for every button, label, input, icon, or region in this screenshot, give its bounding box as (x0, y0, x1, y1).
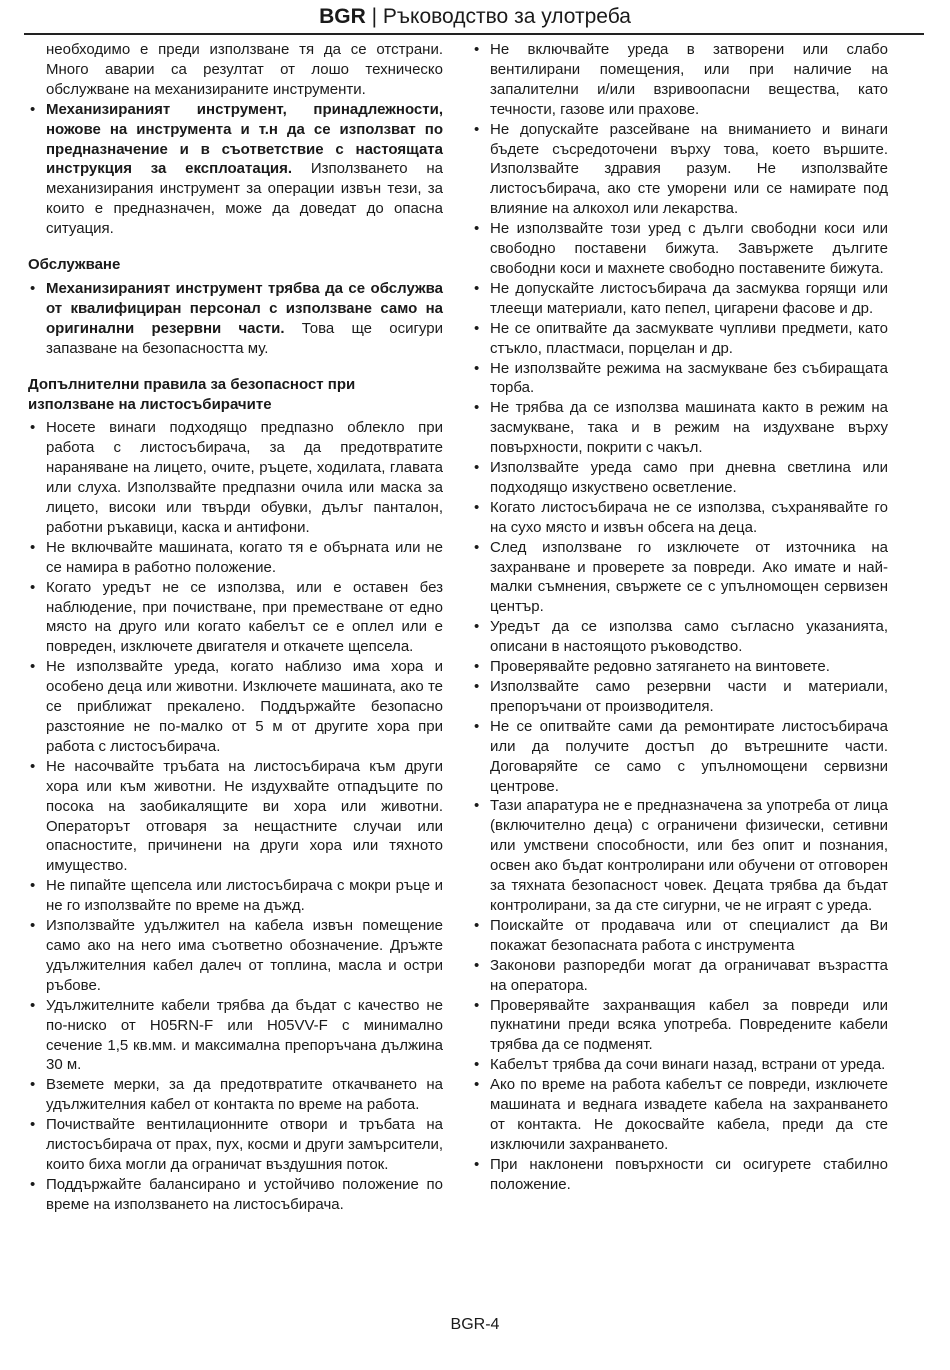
page-number: BGR-4 (450, 1316, 500, 1333)
bold-text: Механизираният инструмент, принадлежности, ножове на инструмента и т.н да се използват по предназначение и в съответствие с настоящата инструкция за експлоатация. (46, 100, 443, 178)
body-text: Това ще осигури запазване на безопасността му. (46, 319, 443, 357)
list-item: • Когато уредът не се използва, или е оставен без наблюдение, при почистване, при преместване от едно място на друго или когато кабелът се е оплел или е повреден, изключете двигателя и откачете щепсела. (28, 578, 443, 658)
section-heading-rules: Допълнителни правила за безопасност при използване на листосъбирачите (28, 375, 356, 413)
list-item: • Не допускайте листосъбирача да засмуква горящи или тлеещи материали, като пепел, цигарени фасове и др. (472, 279, 888, 319)
list-item: • Използвайте удължител на кабела извън помещение само ако на него има съответно обозначение. Дръжте удължителния кабел далеч от топлина, масла и остри ръбове. (28, 916, 443, 996)
bold-text: Механизираният инструмент трябва да се обслужва от квалифициран персонал с използване само на оригинални резервни части. (46, 279, 443, 337)
service-list (28, 279, 443, 359)
list-item: • Не използвайте режима на засмукване без събиращата торба. (472, 359, 888, 399)
list-item: • Кабелът трябва да сочи винаги назад, встрани от уреда. (472, 1055, 888, 1075)
right-column (472, 40, 888, 1195)
header-brand: BGR (319, 5, 366, 28)
list-item: • Не използвайте този уред с дълги свободни коси или свободно поставени бижута. Завържете дългите свободни коси и махнете свободно поставените бижута. (472, 219, 888, 279)
list-item: • Не включвайте машината, когато тя е обърната или не се намира в работно положение. (28, 538, 443, 578)
safety-rules-list-left (28, 418, 443, 1214)
list-item: • Проверявайте редовно затягането на винтовете. (472, 657, 888, 677)
list-item: • Уредът да се използва само съгласно указанията, описани в настоящото ръководство. (472, 617, 888, 657)
body-text: Използването на механизирания инструмент за операции извън тези, за които е предназначен, може да доведат до опасна ситуация. (46, 160, 443, 238)
list-item (28, 279, 443, 359)
list-item: • Почиствайте вентилационните отвори и тръбата на листосъбирача от прах, пух, косми и други замърсители, които биха могли да ограничат въздушния поток. (28, 1115, 443, 1175)
list-item: • Законови разпоредби могат да ограничават възрастта на оператора. (472, 956, 888, 996)
list-item (28, 100, 443, 239)
list-item: • Не насочвайте тръбата на листосъбирача към други хора или към животни. Не издухвайте отпадъците по посока на заобикалящите ви хора или животни. Операторът отговаря за нещастните случаи или опасностите, причинени на други хора или тяхното имущество. (28, 757, 443, 876)
list-item: • Не трябва да се използва машината както в режим на засмукване, така и в режим на издухване върху повърхности, покрити с чакъл. (472, 398, 888, 458)
header-title: Ръководство за улотреба (382, 5, 631, 28)
list-item: • Използвайте уреда само при дневна светлина или подходящо изкуствено осветление. (472, 458, 888, 498)
list-item: • Поискайте от продавача или от специалист да Ви покажат безопасната работа с инструмента (472, 916, 888, 956)
list-item: • Не допускайте разсейване на вниманието и винаги бъдете съсредоточени върху това, което вършите. Използвайте здравия разум. Не използвайте листосъбирача, ако сте уморени или се намирате под влияние на алкохол или лекарства. (472, 120, 888, 220)
list-item: • Поддържайте балансирано и устойчиво положение по време на използването на листосъбирача. (28, 1175, 443, 1215)
list-item: • Когато листосъбирача не се използва, съхранявайте го на сухо място и извън обсега на деца. (472, 498, 888, 538)
list-item: • Не се опитвайте сами да ремонтирате листосъбирача или да получите достъп до вътрешните части. Договаряйте се само с упълномощени сервизни центрове. (472, 717, 888, 797)
list-item: • Не използвайте уреда, когато наблизо има хора и особено деца или животни. Изключете машината, ако те се приближат прекалено. Поддържайте безопасно разстояние не по-малко от 5 м от другите хора при работа с листосъбирача. (28, 657, 443, 757)
left-intro-list (28, 100, 443, 239)
section-heading-service: Обслужване (28, 256, 121, 274)
page-header (0, 4, 950, 30)
list-item: • Проверявайте захранващия кабел за повреди или пукнатини преди всяка употреба. Повредените кабели трябва да се подменят. (472, 996, 888, 1056)
list-item: • Използвайте само резервни части и материали, препоръчани от производителя. (472, 677, 888, 717)
list-item: • След използване го изключете от източника на захранване и проверете за повреди. Ако имате и най-малки съмнения, свържете се с упълномощен сервизен център. (472, 538, 888, 618)
list-item: • Ако по време на работа кабелът се повреди, изключете машината и веднага извадете кабела на захранването от контакта. Не докосвайте кабела, преди да сте изключили захранването. (472, 1075, 888, 1155)
header-separator: | (371, 5, 378, 28)
safety-rules-list-right (472, 40, 888, 1195)
list-item: • Не се опитвайте да засмуквате чупливи предмети, като стъкло, пластмаси, порцелан и др. (472, 319, 888, 359)
list-item: • Удължителните кабели трябва да бъдат с качество не по-ниско от H05RN-F или H05VV-F с минимално сечение 1,5 кв.мм. и максимална препоръчана дължина 30 м. (28, 996, 443, 1076)
list-item: • Не включвайте уреда в затворени или слабо вентилирани помещения, или при наличие на запалителни и/или взривоопасни вещества, като течности, газове или прахове. (472, 40, 888, 120)
list-item: • Вземете мерки, за да предотвратите откачването на удължителния кабел от контакта по време на работа. (28, 1075, 443, 1115)
left-column (28, 40, 443, 1215)
header-rule (24, 33, 924, 35)
intro-paragraph: необходимо е преди използване тя да се отстрани. Много аварии са резултат от лошо техническо обслужване на механизираните инструменти. (46, 41, 443, 98)
list-item: • Не пипайте щепсела или листосъбирача с мокри ръце и не го използвайте по време на дъжд. (28, 876, 443, 916)
list-item: • Тази апаратура не е предназначена за употреба от лица (включително деца) с ограничени физически, сетивни или умствени способности, или без опит и познания, освен ако бъдат контролирани или обучени от отговорен за тяхната безопасност човек. Децата трябва да бъдат контролирани, за да сте сигурни, че не играят с уреда. (472, 796, 888, 915)
list-item: • Носете винаги подходящо предпазно облекло при работа с листосъбирача, за да предотвратите нараняване на лицето, очите, ръцете, ходилата, главата или слуха. Използвайте предпазни очила или маска за лицето, високи или твърди обувки, дълъг панталон, работни ръкавици, каска и антифони. (28, 418, 443, 537)
list-item: • При наклонени повърхности си осигурете стабилно положение. (472, 1155, 888, 1195)
